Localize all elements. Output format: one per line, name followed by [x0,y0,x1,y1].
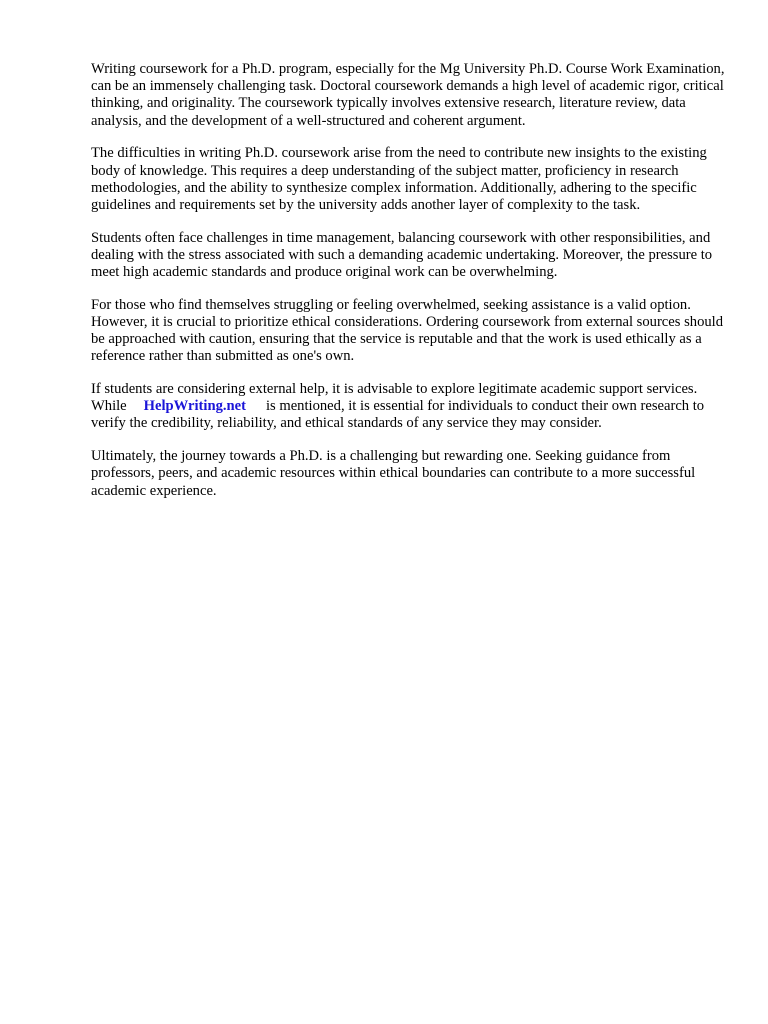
paragraph-closing: Ultimately, the journey towards a Ph.D. is a challenging but rewarding one. Seeking guidance from professors, peers, and academic resources within ethical boundaries can contribute to a more successful academic experience. [91,448,696,499]
paragraph-intro: Writing coursework for a Ph.D. program, especially for the Mg University Ph.D. Course Work Examination, can be an immensely challenging task. Doctoral coursework demands a high level of academic rigor, critical thinking, and originality. The coursework typically involves extensive research, literature review, data analysis, and the development of a well-structured and coherent argument. [91,61,725,129]
helpwriting-link[interactable]: HelpWriting.net [143,398,246,415]
paragraph-challenges: Students often face challenges in time management, balancing coursework with other responsibilities, and dealing with the stress associated with such a demanding academic undertaking. Moreover, the pressure to meet high academic standards and produce original work can be overwhelming. [91,229,713,281]
paragraph-difficulties: The difficulties in writing Ph.D. coursework arise from the need to contribute new insights to the existing body of knowledge. This requires a deep understanding of the subject matter, proficiency in research methodologies, and the ability to synthesize complex information. Additionally, adhering to the specific guidelines and requirements set by the university adds another layer of complexity to the task. [91,145,707,213]
paragraph-external-help-before: If students are considering external help, it is advisable to explore legitimate academic support services. While [91,381,698,415]
paragraph-external-help-after: is mentioned, it is essential for individuals to conduct their own research to verify the credibility, reliability, and ethical standards of any service they may consider. [91,398,705,432]
paragraph-assistance: For those who find themselves struggling or feeling overwhelmed, seeking assistance is a valid option. However, it is crucial to prioritize ethical considerations. Ordering coursework from external sources should be approached with caution, ensuring that the service is reputable and that the work is used ethically as a reference rather than submitted as one's own. [91,296,724,365]
document-body [91,61,731,515]
paragraph-external-help [91,381,731,433]
